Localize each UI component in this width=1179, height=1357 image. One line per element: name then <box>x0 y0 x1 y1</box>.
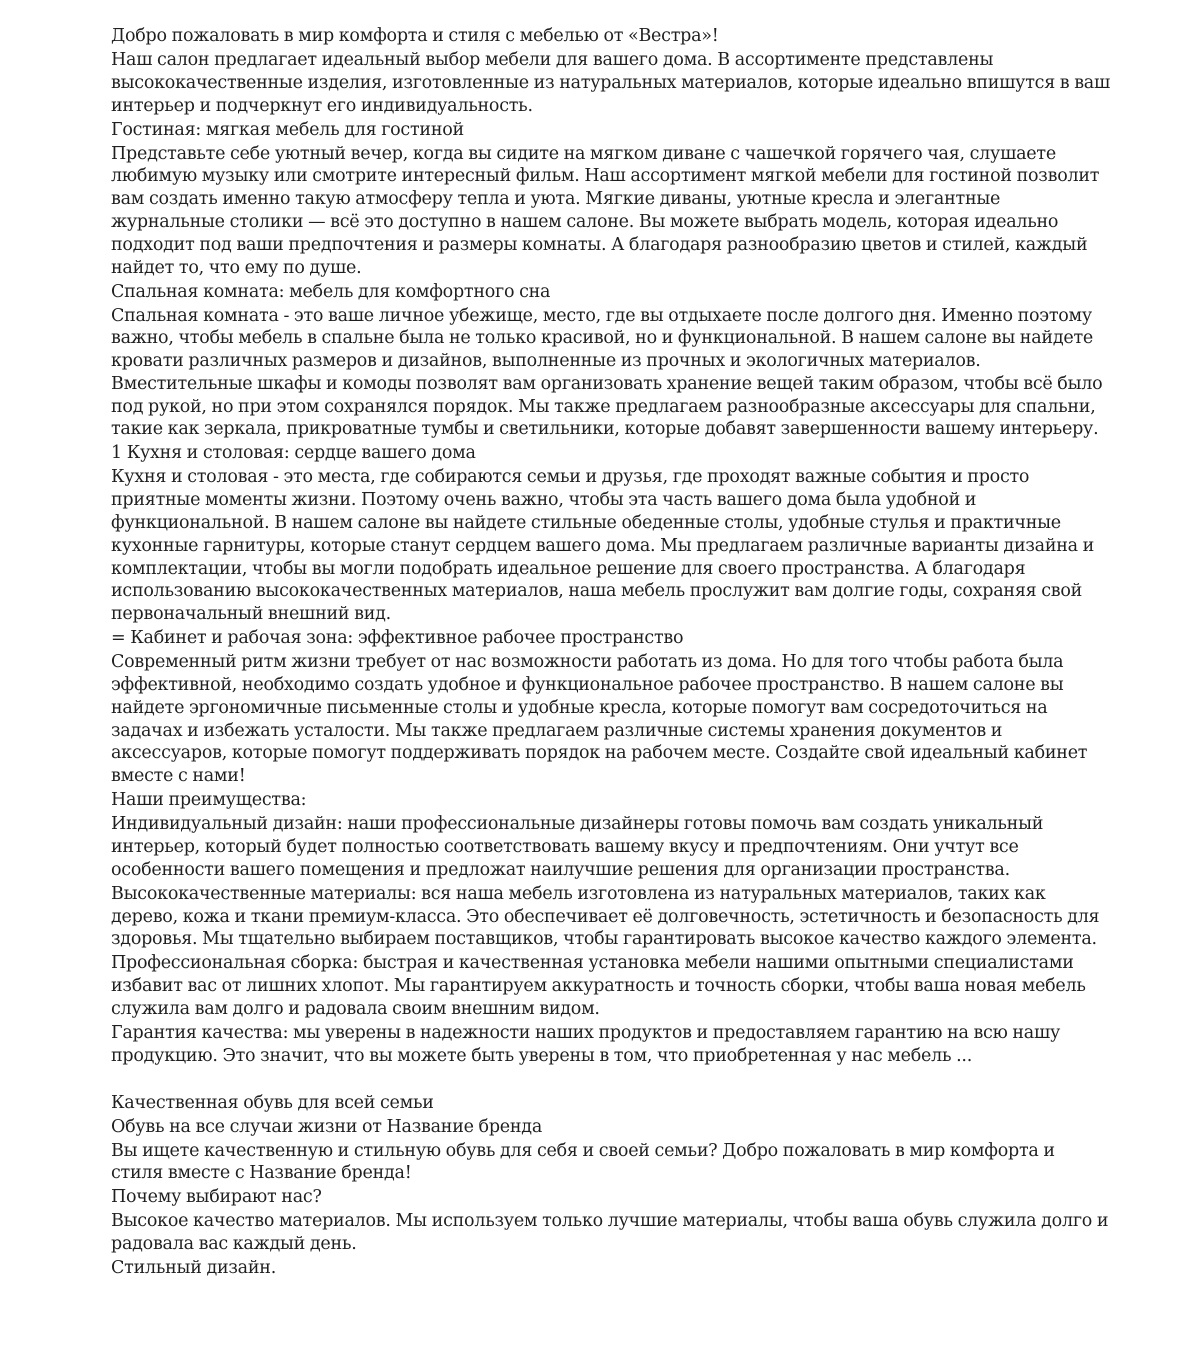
shoes-intro: Вы ищете качественную и стильную обувь для себя и своей семьи? Добро пожаловать в мир комфорта и стиля вместе с Название бренда! <box>111 1140 1055 1184</box>
advantage-design: Индивидуальный дизайн: наши профессиональные дизайнеры готовы помочь вам создать уникальный интерьер, который будет полностью соответствовать вашему вкусу и предпочтениям. Они учтут все особенности вашего помещения и предложат наилучшие решения для организации пространства. <box>111 814 1044 880</box>
advantages-heading: Наши преимущества: <box>111 790 307 811</box>
office-heading: = Кабинет и рабочая зона: эффективное рабочее пространство <box>111 628 684 649</box>
design-paragraph: Стильный дизайн. <box>111 1258 277 1279</box>
office-paragraph: Современный ритм жизни требует от нас возможности работать из дома. Но для того чтобы работа была эффективной, необходимо создать удобное и функциональное рабочее пространство. В нашем салоне вы найдете эргономичные письменные столы и удобные кресла, которые помогут вам сосредоточиться на задачах и избежать усталости. Мы также предлагаем различные системы хранения документов и аксессуаров, которые помогут поддерживать порядок на рабочем месте. Создайте свой идеальный кабинет вместе с нами! <box>111 652 1088 787</box>
kitchen-paragraph: Кухня и столовая - это места, где собираются семьи и друзья, где проходят важные события и просто приятные моменты жизни. Поэтому очень важно, чтобы эта часть вашего дома была удобной и функциональной. В нашем салоне вы найдете стильные обеденные столы, удобные стулья и практичные кухонные гарнитуры, которые станут сердцем вашего дома. Мы предлагаем различные варианты дизайна и комплектации, чтобы вы могли подобрать идеальное решение для своего пространства. А благодаря использованию высококачественных материалов, наша мебель прослужит вам долгие годы, сохраняя свой первоначальный внешний вид. <box>111 467 1095 625</box>
why-us-heading: Почему выбирают нас? <box>111 1187 322 1208</box>
advantage-assembly: Профессиональная сборка: быстрая и качественная установка мебели нашими опытными специалистами избавит вас от лишних хлопот. Мы гарантируем аккуратность и точность сборки, чтобы ваша новая мебель служила вам долго и радовала своим внешним видом. <box>111 953 1086 1019</box>
quality-paragraph: Высокое качество материалов. Мы используем только лучшие материалы, чтобы ваша обувь служила долго и радовала вас каждый день. <box>111 1211 1109 1255</box>
advantage-materials: Высококачественные материалы: вся наша мебель изготовлена из натуральных материалов, таких как дерево, кожа и ткани премиум-класса. Это обеспечивает её долговечность, эстетичность и безопасность для здоровья. Мы тщательно выбираем поставщиков, чтобы гарантировать высокое качество каждого элемента. <box>111 883 1100 950</box>
advantage-warranty: Гарантия качества: мы уверены в надежности наших продуктов и предоставляем гарантию на всю нашу продукцию. Это значит, что вы можете быть уверены в том, что приобретенная у нас мебель ... <box>111 1022 1061 1066</box>
document-body <box>111 25 1111 1281</box>
intro-paragraph: Наш салон предлагает идеальный выбор мебели для вашего дома. В ассортименте представлены высококачественные изделия, изготовленные из натуральных материалов, которые идеально впишутся в ваш интерьер и подчеркнут его индивидуальность. <box>111 49 1111 116</box>
bedroom-heading: Спальная комната: мебель для комфортного сна <box>111 281 551 302</box>
bedroom-paragraph: Спальная комната - это ваше личное убежище, место, где вы отдыхаете после долгого дня. Именно поэтому важно, чтобы мебель в спальне была не только красивой, но и функциональной. В нашем салоне вы найдете кровати различных размеров и дизайнов, выполненные из прочных и экологичных материалов. Вместительные шкафы и комоды позволят вам организовать хранение вещей таким образом, чтобы всё было под рукой, но при этом сохранялся порядок. Мы также предлагаем разнообразные аксессуары для спальни, такие как зеркала, прикроватные тумбы и светильники, которые добавят завершенности вашему интерьеру. <box>111 305 1103 440</box>
welcome-heading: Добро пожаловать в мир комфорта и стиля с мебелью от «Вестра»! <box>111 26 719 46</box>
section-gap <box>111 1069 1111 1092</box>
shoes-title: Качественная обувь для всей семьи <box>111 1092 434 1113</box>
living-room-heading: Гостиная: мягкая мебель для гостиной <box>111 119 464 140</box>
kitchen-heading: 1 Кухня и столовая: сердце вашего дома <box>111 443 476 464</box>
shoes-subtitle: Обувь на все случаи жизни от Название бренда <box>111 1116 543 1137</box>
living-room-paragraph: Представьте себе уютный вечер, когда вы сидите на мягком диване с чашечкой горячего чая, слушаете любимую музыку или смотрите интересный фильм. Наш ассортимент мягкой мебели для гостиной позволит вам создать именно такую атмосферу тепла и уюта. Мягкие диваны, уютные кресла и элегантные журнальные столики — всё это доступно в нашем салоне. Вы можете выбрать модель, которая идеально подходит под ваши предпочтения и размеры комнаты. А благодаря разнообразию цветов и стилей, каждый найдет то, что ему по душе. <box>111 143 1100 278</box>
